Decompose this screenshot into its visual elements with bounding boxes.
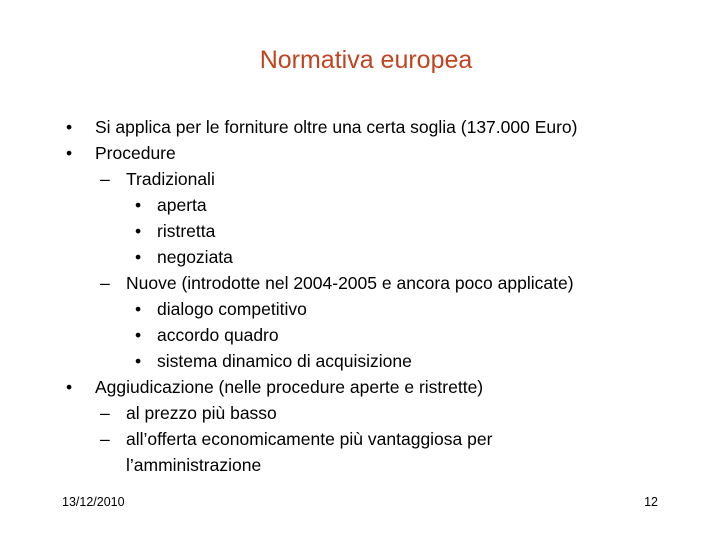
bullet-text: al prezzo più basso: [126, 403, 277, 423]
bullet-marker: –: [100, 273, 110, 293]
bullet-marker: •: [66, 377, 73, 397]
footer-page-number: 12: [644, 495, 658, 509]
bullet-text: ristretta: [157, 221, 216, 241]
bullet-marker: •: [66, 143, 73, 163]
bullet-text: all’offerta economicamente più vantaggiosa per: [126, 429, 493, 449]
bullet-text: Si applica per le forniture oltre una certa soglia (137.000 Euro): [95, 117, 578, 137]
bullet-text: Procedure: [95, 143, 176, 163]
bullet-text: accordo quadro: [157, 325, 279, 345]
bullet-text: Nuove (introdotte nel 2004-2005 e ancora poco applicate): [126, 273, 574, 293]
footer-date: 13/12/2010: [62, 495, 125, 509]
bullet-text: sistema dinamico di acquisizione: [157, 351, 412, 371]
bullet-marker: –: [100, 429, 110, 449]
bullet-text: Tradizionali: [126, 169, 215, 189]
bullet-text: aperta: [157, 195, 207, 215]
bullet-marker: •: [135, 299, 142, 319]
bullet-text: Aggiudicazione (nelle procedure aperte e ristrette): [95, 377, 484, 397]
bullet-text: negoziata: [157, 247, 233, 267]
bullet-marker: •: [135, 325, 142, 345]
bullet-marker: •: [135, 351, 142, 371]
bullet-text: dialogo competitivo: [157, 299, 307, 319]
bullet-marker: •: [135, 195, 142, 215]
bullet-marker: –: [100, 169, 110, 189]
bullet-marker: –: [100, 403, 110, 423]
bullet-marker: •: [135, 247, 142, 267]
bullet-marker: •: [66, 117, 73, 137]
slide-title: Normativa europea: [259, 46, 473, 74]
bullet-text: l’amministrazione: [126, 455, 262, 475]
bullet-marker: •: [135, 221, 142, 241]
